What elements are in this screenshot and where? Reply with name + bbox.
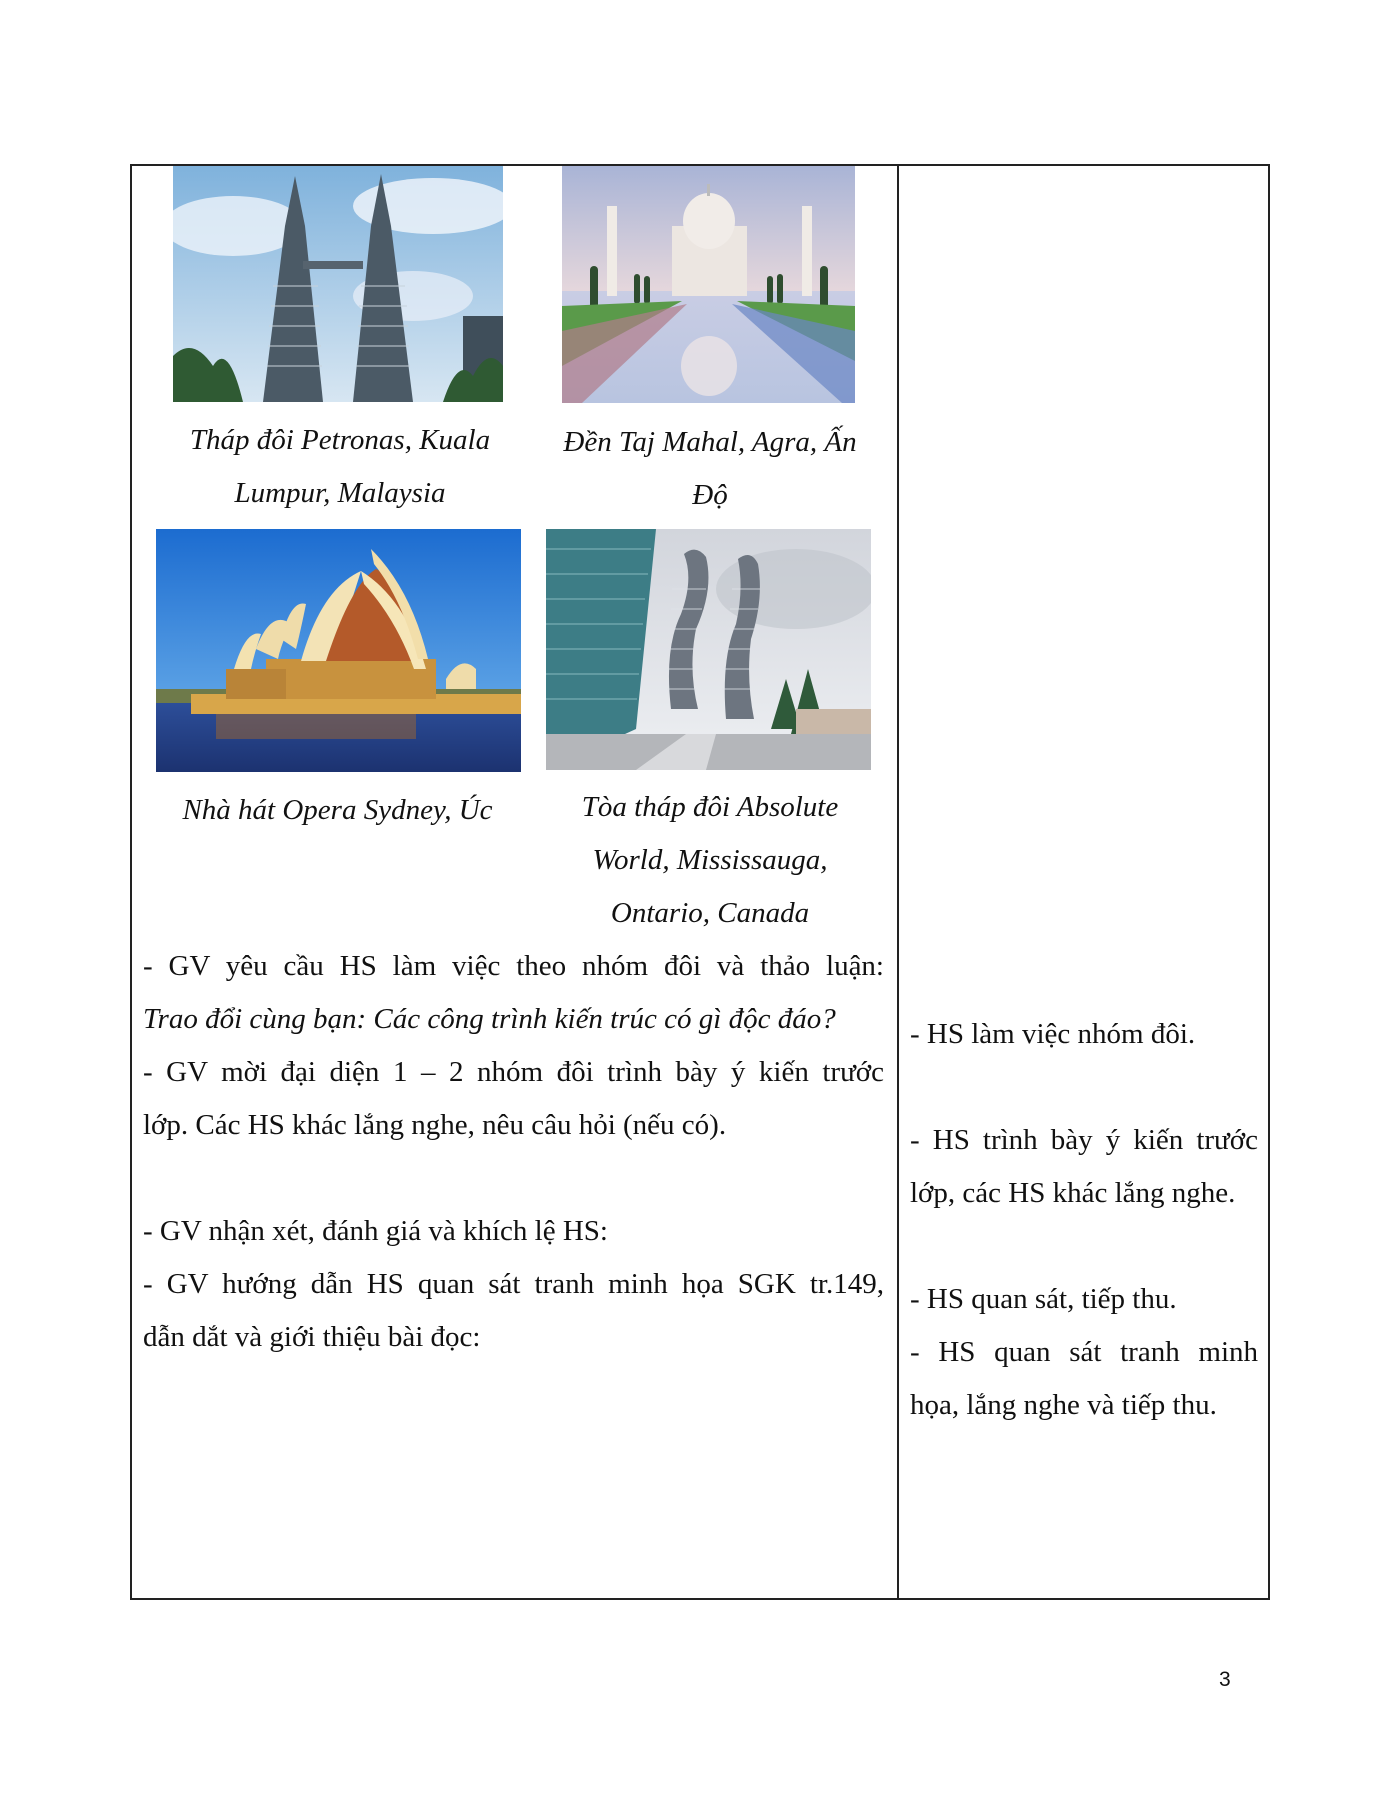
discussion-question: Trao đổi cùng bạn: Các công trình kiến trúc có gì độc đáo?: [143, 1003, 836, 1035]
caption-line: Lumpur, Malaysia: [234, 477, 446, 509]
teacher-activity-line: dẫn dắt và giới thiệu bài đọc:: [143, 1321, 481, 1353]
teacher-activity-line: - GV mời đại diện 1 – 2 nhóm đôi trình bày ý kiến trước: [143, 1056, 884, 1088]
caption-line: Độ: [692, 479, 728, 511]
caption-line: Tháp đôi Petronas, Kuala: [189, 424, 491, 456]
teacher-activity-line: - GV yêu cầu HS làm việc theo nhóm đôi và thảo luận:: [143, 950, 884, 982]
student-activity-line: - HS quan sát tranh minh: [910, 1336, 1258, 1368]
column-divider: [897, 166, 899, 1598]
student-activity-line: họa, lắng nghe và tiếp thu.: [910, 1389, 1217, 1421]
sydney-opera-image: [156, 529, 521, 772]
student-activity-line: - HS trình bày ý kiến trước: [910, 1124, 1258, 1156]
absolute-world-caption: [540, 781, 880, 940]
absolute-world-image: [546, 529, 871, 770]
caption-line: Ontario, Canada: [610, 897, 810, 929]
caption-line: Tòa tháp đôi Absolute: [581, 791, 839, 823]
page-number: 3: [1219, 1668, 1231, 1691]
caption-line: World, Mississauga,: [592, 844, 828, 876]
student-activity-line: lớp, các HS khác lắng nghe.: [910, 1177, 1236, 1209]
caption-line: Đền Taj Mahal, Agra, Ấn: [563, 426, 857, 458]
student-activity-line: - HS làm việc nhóm đôi.: [910, 1018, 1196, 1050]
teacher-activity-line: - GV nhận xét, đánh giá và khích lệ HS:: [143, 1215, 608, 1247]
taj-mahal-image: [562, 166, 855, 403]
teacher-activity-line: - GV hướng dẫn HS quan sát tranh minh họa SGK tr.149,: [143, 1268, 884, 1300]
caption-line: Nhà hát Opera Sydney, Úc: [182, 794, 493, 826]
taj-mahal-caption: [540, 416, 880, 522]
student-activity-line: - HS quan sát, tiếp thu.: [910, 1283, 1177, 1315]
teacher-activity-line: lớp. Các HS khác lắng nghe, nêu câu hỏi (nếu có).: [143, 1109, 727, 1141]
petronas-caption: [150, 414, 530, 520]
sydney-opera-caption: [140, 784, 535, 837]
petronas-towers-image: [173, 166, 503, 402]
